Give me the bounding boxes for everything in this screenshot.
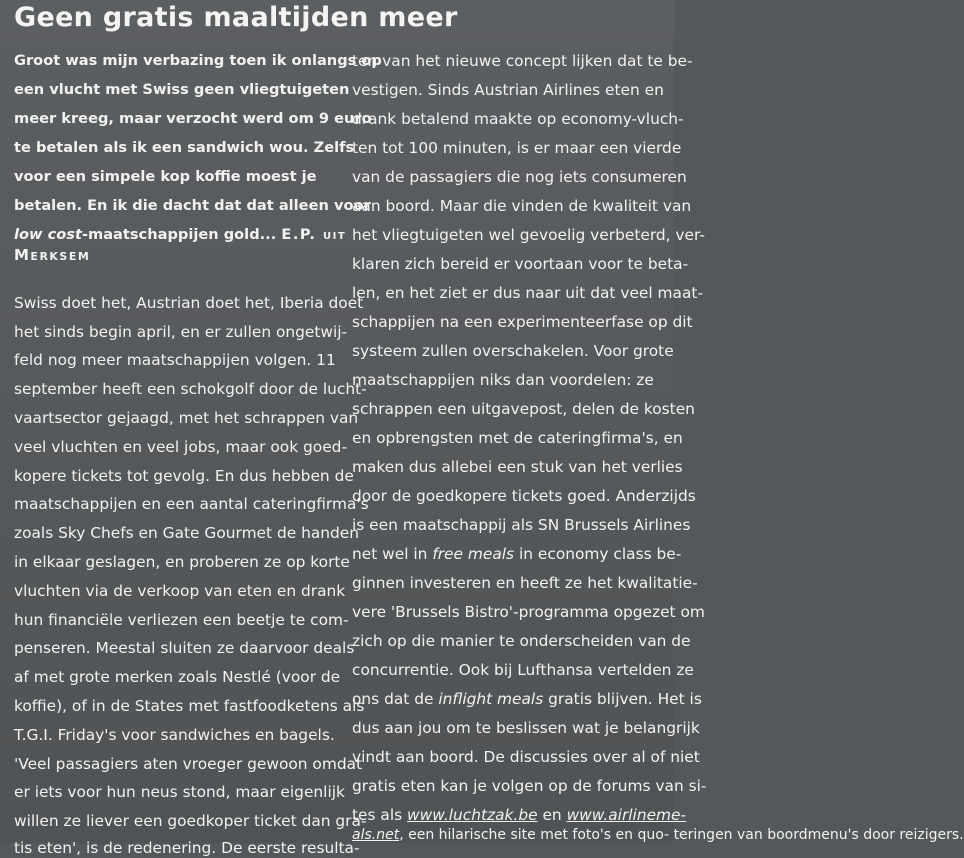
article-title: Geen gratis maaltijden meer: [14, 2, 458, 33]
article-line: vluchten via de verkoop van eten en drank: [14, 582, 346, 600]
article-line: klaren zich bereid er voortaan voor te beta-: [352, 255, 689, 273]
article-line: dus aan jou om te beslissen wat je belangrijk: [352, 719, 700, 737]
article-line: T.G.I. Friday's voor sandwiches en bagels.: [14, 726, 335, 744]
article-line: september heeft een schokgolf door de lucht-: [14, 380, 367, 398]
article-line: ginnen investeren en heeft ze het kwalitatie-: [352, 574, 698, 592]
article-line: aan boord. Maar die vinden de kwaliteit van: [352, 197, 692, 215]
article-line: tis eten', is de redenering. De eerste resulta-: [14, 839, 360, 857]
article-line: ten tot 100 minuten, is er maar een vierde: [352, 139, 682, 157]
article-line: koffie), of in de States met fastfoodketens als: [14, 697, 365, 715]
article-line: concurrentie. Ook bij Lufthansa vertelden ze: [352, 661, 694, 679]
italic-term: low cost: [14, 226, 82, 243]
article-line: drank betalend maakte op economy-vluch-: [352, 110, 684, 128]
letter-line: een vlucht met Swiss geen vliegtuigeten: [14, 81, 350, 98]
article-line: maatschappijen en een aantal cateringfirma's: [14, 495, 369, 513]
article-line: feld nog meer maatschappijen volgen. 11: [14, 351, 336, 369]
article-line: penseren. Meestal sluiten ze daarvoor deals: [14, 639, 355, 657]
article-line: len, en het ziet er dus naar uit dat veel maat-: [352, 284, 704, 302]
article-line: schrappen een uitgavepost, delen de kosten: [352, 400, 695, 418]
letter-line: meer kreeg, maar verzocht werd om 9 euro: [14, 110, 372, 127]
article-line: maken dus allebei een stuk van het verlies: [352, 458, 683, 476]
letter-signature: E.P. uit: [281, 226, 347, 243]
article-line: vestigen. Sinds Austrian Airlines eten en: [352, 81, 664, 99]
article-line: systeem zullen overschakelen. Voor grote: [352, 342, 674, 360]
article-line: als.net, een hilarische site met foto's en quo- teringen van boordmenu's door reizigers.: [352, 827, 964, 843]
italic-term: free meals: [432, 545, 515, 563]
article-line: in elkaar geslagen, en proberen ze op korte: [14, 553, 350, 571]
article-line: Swiss doet het, Austrian doet het, Iberia doet: [14, 294, 364, 312]
article-line: van de passagiers die nog iets consumeren: [352, 168, 687, 186]
article-line: het sinds begin april, en er zullen ongetwij-: [14, 323, 348, 341]
article-line: maatschappijen niks dan voordelen: ze: [352, 371, 654, 389]
article-line: ons dat de inflight meals gratis blijven. Het is: [352, 690, 702, 708]
article-line: ten van het nieuwe concept lijken dat te be-: [352, 52, 693, 70]
link-airlinemeals-cont[interactable]: als.net: [352, 827, 400, 843]
article-line: er iets voor hun neus stond, maar eigenlijk: [14, 783, 345, 801]
letter-line: Groot was mijn verbazing toen ik onlangs op: [14, 52, 382, 69]
article-line: veel vluchten en veel jobs, maar ook goed-: [14, 438, 348, 456]
letter-line: low cost-maatschappijen gold... E.P. uit: [14, 226, 347, 243]
article-line: 'Veel passagiers aten vroeger gewoon omdat: [14, 755, 363, 773]
article-line: door de goedkopere tickets goed. Anderzijds: [352, 487, 696, 505]
article-line: zich op die manier te onderscheiden van de: [352, 632, 691, 650]
italic-term: inflight meals: [438, 690, 544, 708]
article-line: hun financiële verliezen een beetje te com-: [14, 611, 349, 629]
letter-line: betalen. En ik die dacht dat dat alleen voor: [14, 197, 371, 214]
article-line: vindt aan boord. De discussies over al of niet: [352, 748, 700, 766]
article-line: zoals Sky Chefs en Gate Gourmet de handen: [14, 524, 360, 542]
article-line: en opbrengsten met de cateringfirma's, en: [352, 429, 683, 447]
letter-signature-city: Merksem: [14, 246, 91, 264]
article-line: net wel in free meals in economy class be-: [352, 545, 682, 563]
link-airlinemeals[interactable]: www.airlineme-: [566, 806, 687, 824]
article-line: af met grote merken zoals Nestlé (voor de: [14, 668, 341, 686]
article-line: vere 'Brussels Bistro'-programma opgezet om: [352, 603, 705, 621]
article-line: schappijen na een experimenteerfase op dit: [352, 313, 693, 331]
article-line: het vliegtuigeten wel gevoelig verbeterd, ver-: [352, 226, 705, 244]
article-line: gratis eten kan je volgen op de forums van si-: [352, 777, 707, 795]
article-line: willen ze liever een goedkoper ticket dan gra-: [14, 812, 367, 830]
article-line: tes als www.luchtzak.be en www.airlineme-: [352, 806, 687, 824]
letter-line: te betalen als ik een sandwich wou. Zelfs: [14, 139, 355, 156]
article-line: kopere tickets tot gevolg. En dus hebben de: [14, 467, 354, 485]
article-line: is een maatschappij als SN Brussels Airlines: [352, 516, 691, 534]
article-line: vaartsector gejaagd, met het schrappen van: [14, 409, 359, 427]
link-luchtzak[interactable]: www.luchtzak.be: [407, 806, 538, 824]
letter-line: voor een simpele kop koffie moest je: [14, 168, 317, 185]
